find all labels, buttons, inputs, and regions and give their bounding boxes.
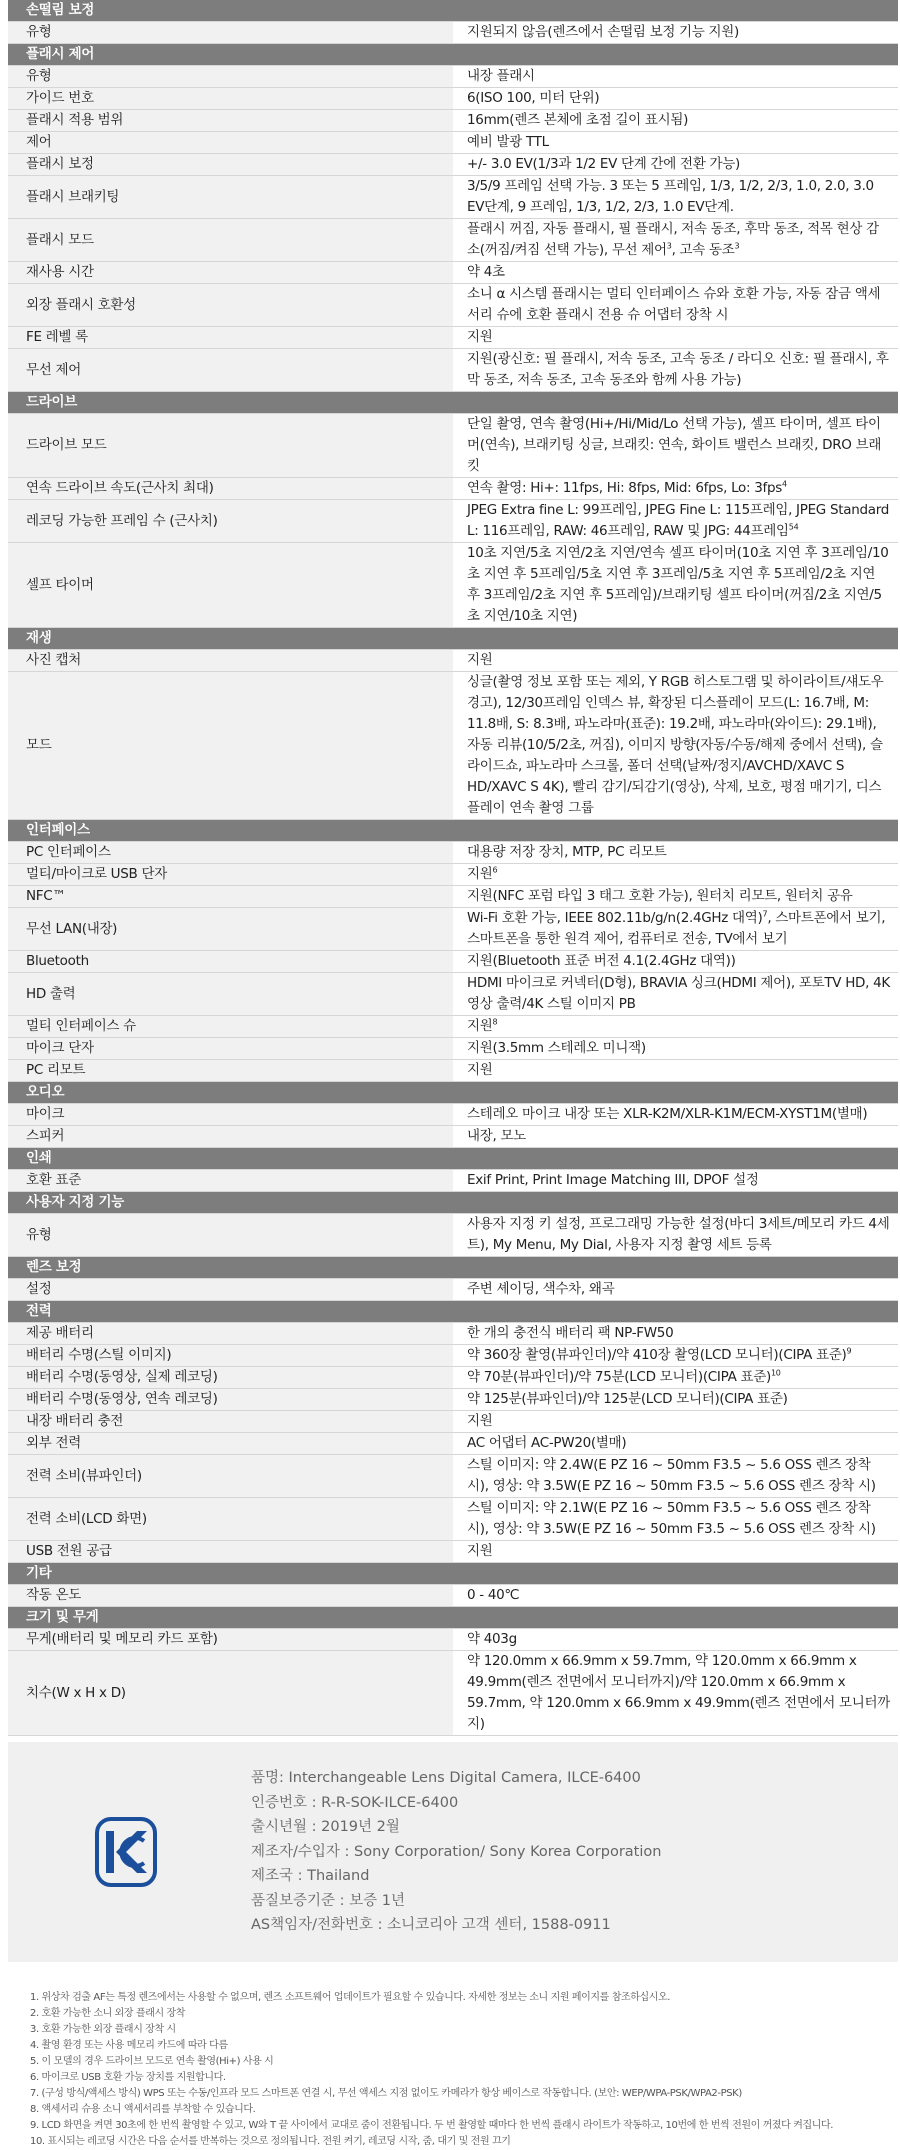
cert-line-cert-number: 인증번호 : R-R-SOK-ILCE-6400	[251, 1794, 459, 1811]
section-header	[8, 1192, 898, 1214]
spec-value-text: 내장, 모노	[467, 1128, 526, 1144]
footnote-ref: 7	[762, 909, 768, 919]
section-title: 전력	[8, 1301, 898, 1323]
spec-row	[8, 154, 898, 176]
footnote-ref: 6	[492, 865, 498, 875]
spec-label: NFC™	[8, 886, 453, 908]
spec-value-text: 연속 촬영: Hi+: 11fps, Hi: 8fps, Mid: 6fps, Lo: 3fps	[467, 480, 782, 496]
spec-label: FE 레벨 록	[8, 327, 453, 349]
spec-value	[453, 951, 898, 973]
spec-value-text: 소니 α 시스템 플래시는 멀티 인터페이스 슈와 호환 가능, 자동 잠금 액세서리 슈에 호환 플래시 전용 슈 어댑터 장착 시	[467, 286, 881, 323]
spec-value-text: 대용량 저장 장치, MTP, PC 리모트	[467, 844, 667, 860]
spec-row	[8, 1651, 898, 1736]
spec-table	[8, 0, 898, 1736]
spec-label: 플래시 적용 범위	[8, 110, 453, 132]
spec-label: 레코딩 가능한 프레임 수 (근사치)	[8, 500, 453, 543]
spec-value-text: Wi-Fi 호환 가능, IEEE 802.11b/g/n(2.4GHz 대역)	[467, 910, 763, 926]
cert-line-country: 제조국 : Thailand	[251, 1868, 370, 1885]
spec-value	[453, 1411, 898, 1433]
spec-value	[453, 22, 898, 44]
spec-value	[453, 1367, 898, 1389]
spec-value	[453, 414, 898, 478]
spec-row	[8, 1214, 898, 1257]
spec-row	[8, 1629, 898, 1651]
spec-value-text: 6(ISO 100, 미터 단위)	[467, 90, 600, 106]
kc-mark-icon	[8, 1817, 243, 1887]
spec-page	[8, 0, 898, 2150]
spec-row	[8, 1498, 898, 1541]
spec-row	[8, 66, 898, 88]
spec-value-text: 스테레오 마이크 내장 또는 XLR-K2M/XLR-K1M/ECM-XYST1M(별매)	[467, 1106, 868, 1122]
spec-value	[453, 1541, 898, 1563]
footnote: 7. (구성 방식/액세스 방식) WPS 또는 수동/인프라 모드 스마트폰 연결 시, 무선 액세스 지점 없이도 카메라가 항상 베이스로 작동합니다. (보안: WEP/WPA-PSK/WPA2-PSK)	[30, 2088, 742, 2099]
spec-value-text: JPEG Extra fine L: 99프레임, JPEG Fine L: 115프레임, JPEG Standard L: 116프레임, RAW: 46프레임, RAW 및 JPG: 44프레임	[467, 502, 889, 539]
spec-value-text: 약 120.0mm x 66.9mm x 59.7mm, 약 120.0mm x 66.9mm x 49.9mm(렌즈 전면에서 모니터까지)/약 120.0mm x 66.9mm x 59.7mm, 약 120.0mm x 66.9mm x 49.9mm(렌즈 전면에서 모니터까지)	[467, 1653, 890, 1732]
spec-row	[8, 864, 898, 886]
spec-label: 내장 배터리 충전	[8, 1411, 453, 1433]
section-header	[8, 1563, 898, 1585]
spec-row	[8, 1279, 898, 1301]
spec-label: 제어	[8, 132, 453, 154]
spec-label: 셀프 타이머	[8, 543, 453, 628]
spec-value-text: 지원	[467, 329, 493, 345]
spec-row	[8, 1323, 898, 1345]
spec-value-text: 내장 플래시	[467, 68, 535, 84]
spec-value-text: HDMI 마이크로 커넥터(D형), BRAVIA 싱크(HDMI 제어), 포토TV HD, 4K 영상 출력/4K 스틸 이미지 PB	[467, 975, 890, 1012]
spec-row	[8, 110, 898, 132]
spec-label: 멀티 인터페이스 슈	[8, 1016, 453, 1038]
spec-value-text: 16mm(렌즈 본체에 초점 길이 표시됨)	[467, 112, 689, 128]
spec-row	[8, 1411, 898, 1433]
spec-value-text: 지원되지 않음(렌즈에서 손떨림 보정 기능 지원)	[467, 24, 739, 40]
spec-label: 연속 드라이브 속도(근사치 최대)	[8, 478, 453, 500]
section-title: 크기 및 무게	[8, 1607, 898, 1629]
spec-label: 전력 소비(뷰파인더)	[8, 1455, 453, 1498]
spec-row	[8, 1433, 898, 1455]
spec-value-text: 약 4초	[467, 264, 505, 280]
spec-value	[453, 1389, 898, 1411]
spec-row	[8, 478, 898, 500]
spec-row	[8, 1016, 898, 1038]
spec-value	[453, 842, 898, 864]
spec-label: 플래시 보정	[8, 154, 453, 176]
spec-value	[453, 1433, 898, 1455]
spec-row	[8, 1060, 898, 1082]
spec-value	[453, 327, 898, 349]
spec-row	[8, 973, 898, 1016]
spec-value	[453, 262, 898, 284]
spec-label: 마이크 단자	[8, 1038, 453, 1060]
spec-row	[8, 908, 898, 951]
spec-value	[453, 284, 898, 327]
section-header	[8, 1301, 898, 1323]
spec-row	[8, 1367, 898, 1389]
spec-label: 유형	[8, 1214, 453, 1257]
footnote-ref: 54	[788, 522, 799, 532]
spec-row	[8, 500, 898, 543]
section-header	[8, 628, 898, 650]
spec-value-text: , 스마트폰에서 보기, 스마트폰을 통한 원격 제어, 컴퓨터로 전송, TV에서 보기	[467, 910, 886, 947]
spec-value	[453, 908, 898, 951]
spec-value-text: , 고속 동조	[671, 242, 735, 258]
spec-label: USB 전원 공급	[8, 1541, 453, 1563]
section-title: 인터페이스	[8, 820, 898, 842]
spec-value	[453, 886, 898, 908]
section-header	[8, 1257, 898, 1279]
spec-value-text: AC 어댑터 AC-PW20(별매)	[467, 1435, 627, 1451]
certification-panel	[8, 1742, 898, 1962]
spec-label: 플래시 모드	[8, 219, 453, 262]
spec-label: 유형	[8, 22, 453, 44]
cert-line-warranty: 품질보증기준 : 보증 1년	[251, 1892, 406, 1909]
spec-value	[453, 1104, 898, 1126]
spec-value	[453, 864, 898, 886]
spec-value-text: 한 개의 충전식 배터리 팩 NP-FW50	[467, 1325, 674, 1341]
cert-line-manufacturer: 제조자/수입자 : Sony Corporation/ Sony Korea Corporation	[251, 1843, 662, 1860]
spec-value	[453, 1629, 898, 1651]
footnote-ref: 8	[492, 1017, 498, 1027]
spec-row	[8, 132, 898, 154]
spec-label: HD 출력	[8, 973, 453, 1016]
spec-label: 치수(W x H x D)	[8, 1651, 453, 1736]
spec-label: 스피커	[8, 1126, 453, 1148]
spec-value	[453, 154, 898, 176]
spec-value-text: 약 70분(뷰파인더)/약 75분(LCD 모니터)(CIPA 표준)	[467, 1369, 771, 1385]
spec-label: 전력 소비(LCD 화면)	[8, 1498, 453, 1541]
spec-value	[453, 1214, 898, 1257]
spec-value	[453, 132, 898, 154]
spec-value-text: 지원	[467, 1413, 493, 1429]
spec-value	[453, 500, 898, 543]
spec-value	[453, 1060, 898, 1082]
footnote: 1. 위상차 검출 AF는 특정 렌즈에서는 사용할 수 없으며, 렌즈 소프트웨어 업데이트가 필요할 수 있습니다. 자세한 정보는 소니 지원 페이지를 참조하십시오.	[30, 1992, 671, 2003]
spec-value-text: 지원	[467, 1543, 493, 1559]
certification-info	[243, 1766, 661, 1938]
spec-value	[453, 1455, 898, 1498]
spec-value	[453, 543, 898, 628]
spec-value-text: 0 - 40℃	[467, 1587, 520, 1603]
spec-value	[453, 66, 898, 88]
spec-row	[8, 349, 898, 392]
spec-value	[453, 672, 898, 820]
spec-value	[453, 1126, 898, 1148]
spec-value	[453, 110, 898, 132]
spec-value-text: 지원	[467, 1062, 493, 1078]
section-title: 재생	[8, 628, 898, 650]
footnote: 3. 호환 가능한 외장 플래시 장착 시	[30, 2024, 176, 2035]
spec-label: 외장 플래시 호환성	[8, 284, 453, 327]
section-title: 오디오	[8, 1082, 898, 1104]
footnote-ref: 3	[666, 241, 672, 251]
footnote: 2. 호환 가능한 소니 외장 플래시 장착	[30, 2008, 186, 2019]
spec-value	[453, 478, 898, 500]
spec-label: PC 리모트	[8, 1060, 453, 1082]
spec-label: 무선 제어	[8, 349, 453, 392]
section-header	[8, 44, 898, 66]
spec-value	[453, 1038, 898, 1060]
footnote: 8. 액세서리 슈용 소니 액세서리를 부착할 수 있습니다.	[30, 2104, 256, 2115]
footnote: 4. 촬영 환경 또는 사용 메모리 카드에 따라 다름	[30, 2040, 228, 2051]
spec-value	[453, 1170, 898, 1192]
cert-line-product: 품명: Interchangeable Lens Digital Camera, ILCE-6400	[251, 1770, 641, 1787]
spec-row	[8, 886, 898, 908]
spec-label: 사진 캡처	[8, 650, 453, 672]
spec-value	[453, 1498, 898, 1541]
spec-label: 설정	[8, 1279, 453, 1301]
spec-value	[453, 88, 898, 110]
spec-value-text: 지원	[467, 652, 493, 668]
spec-value-text: 지원	[467, 1018, 493, 1034]
spec-label: 제공 배터리	[8, 1323, 453, 1345]
spec-value-text: 주변 셰이딩, 색수차, 왜곡	[467, 1281, 615, 1297]
section-header	[8, 1607, 898, 1629]
spec-value	[453, 1323, 898, 1345]
section-header	[8, 1148, 898, 1170]
spec-value	[453, 650, 898, 672]
spec-label: 마이크	[8, 1104, 453, 1126]
spec-row	[8, 327, 898, 349]
section-title: 인쇄	[8, 1148, 898, 1170]
spec-value-text: 약 125분(뷰파인더)/약 125분(LCD 모니터)(CIPA 표준)	[467, 1391, 788, 1407]
spec-label: 무게(배터리 및 메모리 카드 포함)	[8, 1629, 453, 1651]
spec-value	[453, 349, 898, 392]
spec-row	[8, 284, 898, 327]
spec-row	[8, 1389, 898, 1411]
section-title: 사용자 지정 기능	[8, 1192, 898, 1214]
spec-value	[453, 1279, 898, 1301]
spec-label: 외부 전력	[8, 1433, 453, 1455]
footnote-ref: 3	[734, 241, 740, 251]
section-header	[8, 0, 898, 22]
spec-value-text: 지원(3.5mm 스테레오 미니잭)	[467, 1040, 646, 1056]
spec-value-text: 스틸 이미지: 약 2.1W(E PZ 16 ~ 50mm F3.5 ~ 5.6 OSS 렌즈 장착 시), 영상: 약 3.5W(E PZ 16 ~ 50mm F3.5 ~ 5.6 OSS 렌즈 장착 시)	[467, 1500, 876, 1537]
section-header	[8, 1082, 898, 1104]
spec-label: 재사용 시간	[8, 262, 453, 284]
spec-value-text: 단일 촬영, 연속 촬영(Hi+/Hi/Mid/Lo 선택 가능), 셀프 타이머, 셀프 타이머(연속), 브래키팅 싱글, 브래킷: 연속, 화이트 밸런스 브래킷, DRO 브래킷	[467, 416, 882, 474]
spec-value-text: 3/5/9 프레임 선택 가능. 3 또는 5 프레임, 1/3, 1/2, 2/3, 1.0, 2.0, 3.0 EV단계, 9 프레임, 1/3, 1/2, 2/3, 1.0 EV단계.	[467, 178, 874, 215]
spec-label: 배터리 수명(스틸 이미지)	[8, 1345, 453, 1367]
spec-value-text: 스틸 이미지: 약 2.4W(E PZ 16 ~ 50mm F3.5 ~ 5.6 OSS 렌즈 장착 시), 영상: 약 3.5W(E PZ 16 ~ 50mm F3.5 ~ 5.6 OSS 렌즈 장착 시)	[467, 1457, 876, 1494]
spec-value	[453, 1651, 898, 1736]
spec-value	[453, 176, 898, 219]
spec-row	[8, 951, 898, 973]
spec-value-text: 10초 지연/5초 지연/2초 지연/연속 셀프 타이머(10초 지연 후 3프레임/10초 지연 후 5프레임/5초 지연 후 3프레임/5초 지연 후 5프레임/2초 지연 후 3프레임/2초 지연 후 5프레임)/브래키팅 셀프 타이머(꺼짐/2초 지연/5초 지연/10초 지연)	[467, 545, 889, 624]
spec-value-text: 지원(Bluetooth 표준 버전 4.1(2.4GHz 대역))	[467, 953, 736, 969]
spec-label: 가이드 번호	[8, 88, 453, 110]
section-title: 드라이브	[8, 392, 898, 414]
spec-label: 배터리 수명(동영상, 실제 레코딩)	[8, 1367, 453, 1389]
spec-value	[453, 219, 898, 262]
spec-value	[453, 973, 898, 1016]
spec-value-text: +/- 3.0 EV(1/3과 1/2 EV 단계 간에 전환 가능)	[467, 156, 740, 172]
spec-label: PC 인터페이스	[8, 842, 453, 864]
footnote-ref: 4	[782, 479, 787, 489]
footnote: 9. LCD 화면을 켜면 30초에 한 번씩 촬영할 수 있고, W와 T 끝 사이에서 교대로 줌이 전환됩니다. 두 번 촬영할 때마다 한 번씩 플래시 라이트가 작동하고, 10번에 한 번씩 전원이 꺼졌다 켜집니다.	[30, 2120, 834, 2131]
spec-row	[8, 1126, 898, 1148]
spec-row	[8, 22, 898, 44]
spec-row	[8, 262, 898, 284]
cert-line-release: 출시년월 : 2019년 2월	[251, 1819, 400, 1836]
footnote: 10. 표시되는 레코딩 시간은 다음 순서를 반복하는 것으로 정의됩니다. 전원 켜기, 레코딩 시작, 줌, 대기 및 전원 끄기	[30, 2136, 511, 2147]
section-title: 플래시 제어	[8, 44, 898, 66]
spec-row	[8, 1104, 898, 1126]
spec-label: 작동 온도	[8, 1585, 453, 1607]
spec-label: 무선 LAN(내장)	[8, 908, 453, 951]
section-header	[8, 392, 898, 414]
spec-row	[8, 543, 898, 628]
spec-label: 모드	[8, 672, 453, 820]
spec-value	[453, 1016, 898, 1038]
spec-label: 호환 표준	[8, 1170, 453, 1192]
footnote-ref: 9	[846, 1346, 852, 1356]
spec-row	[8, 88, 898, 110]
spec-row	[8, 1585, 898, 1607]
spec-row	[8, 1170, 898, 1192]
spec-row	[8, 1038, 898, 1060]
spec-row	[8, 1345, 898, 1367]
spec-value	[453, 1345, 898, 1367]
spec-row	[8, 1541, 898, 1563]
section-title: 렌즈 보정	[8, 1257, 898, 1279]
spec-value-text: 예비 발광 TTL	[467, 134, 549, 150]
spec-row	[8, 414, 898, 478]
section-header	[8, 820, 898, 842]
spec-value-text: 지원	[467, 866, 493, 882]
spec-value-text: 약 360장 촬영(뷰파인더)/약 410장 촬영(LCD 모니터)(CIPA 표준)	[467, 1347, 847, 1363]
spec-value-text: 싱글(촬영 정보 포함 또는 제외, Y RGB 히스토그램 및 하이라이트/섀도우 경고), 12/30프레임 인덱스 뷰, 확장된 디스플레이 모드(L: 16.7배, M: 11.8배, S: 8.3배, 파노라마(표준): 19.2배, 파노라마(와이드): 29.1배), 자동 리뷰(10/5/2초, 꺼짐), 이미지 방향(자동/수동/해제 중에서 선택), 슬라이드쇼, 파노라마 스크롤, 폴더 선택(날짜/정지/AVCHD/XAVC S HD/XAVC S 4K), 빨리 감기/되감기(영상), 삭제, 보호, 평점 매기기, 디스플레이 연속 촬영 그룹	[467, 674, 884, 816]
footnote-ref: 10	[770, 1368, 781, 1378]
spec-row	[8, 842, 898, 864]
spec-value-text: 플래시 꺼짐, 자동 플래시, 필 플래시, 저속 동조, 후막 동조, 적목 현상 감소(꺼짐/켜짐 선택 가능), 무선 제어	[467, 221, 879, 258]
footnote: 6. 마이크로 USB 호환 가능 장치를 지원합니다.	[30, 2072, 226, 2083]
spec-value-text: 지원(NFC 포럼 타입 3 태그 호환 가능), 원터치 리모트, 원터치 공유	[467, 888, 853, 904]
spec-row	[8, 219, 898, 262]
spec-row	[8, 650, 898, 672]
spec-row	[8, 176, 898, 219]
section-title: 손떨림 보정	[8, 0, 898, 22]
spec-label: 배터리 수명(동영상, 연속 레코딩)	[8, 1389, 453, 1411]
spec-row	[8, 1455, 898, 1498]
spec-value-text: 약 403g	[467, 1631, 517, 1647]
spec-value-text: 사용자 지정 키 설정, 프로그래밍 가능한 설정(바디 3세트/메모리 카드 4세트), My Menu, My Dial, 사용자 지정 촬영 세트 등록	[467, 1216, 890, 1253]
spec-value-text: 지원(광신호: 필 플래시, 저속 동조, 고속 동조 / 라디오 신호: 필 플래시, 후막 동조, 저속 동조, 고속 동조와 함께 사용 가능)	[467, 351, 889, 388]
spec-label: 멀티/마이크로 USB 단자	[8, 864, 453, 886]
cert-line-as-contact: AS책임자/전화번호 : 소니코리아 고객 센터, 1588-0911	[251, 1917, 611, 1934]
footnote: 5. 이 모델의 경우 드라이브 모드로 연속 촬영(Hi+) 사용 시	[30, 2056, 274, 2067]
spec-label: Bluetooth	[8, 951, 453, 973]
spec-label: 유형	[8, 66, 453, 88]
spec-label: 플래시 브래키팅	[8, 176, 453, 219]
footnotes	[8, 1962, 898, 2150]
spec-value	[453, 1585, 898, 1607]
spec-row	[8, 672, 898, 820]
section-title: 기타	[8, 1563, 898, 1585]
spec-value-text: Exif Print, Print Image Matching III, DPOF 설정	[467, 1172, 759, 1188]
spec-label: 드라이브 모드	[8, 414, 453, 478]
